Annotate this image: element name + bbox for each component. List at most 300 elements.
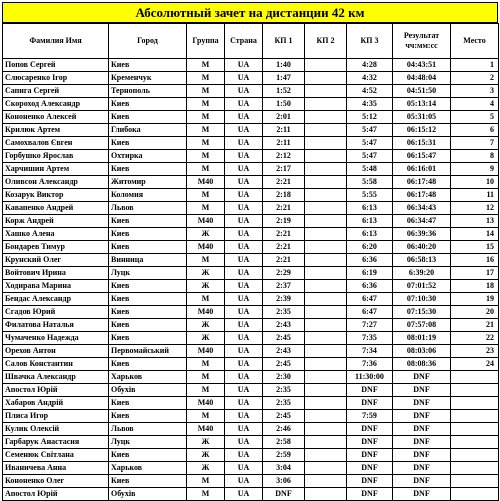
- cell-cp3: DNF: [347, 449, 393, 462]
- results-sheet: [2, 2, 498, 501]
- cell-place: [451, 410, 499, 423]
- cell-country: UA: [225, 319, 263, 332]
- cell-cp3: 5:58: [347, 176, 393, 189]
- cell-cp3: 7:35: [347, 332, 393, 345]
- cell-cp1: 2:43: [263, 345, 305, 358]
- cell-cp1: 1:47: [263, 72, 305, 85]
- cell-city: Киев: [109, 163, 187, 176]
- cell-cp2: [305, 345, 347, 358]
- cell-result: 08:03:06: [393, 345, 451, 358]
- cell-cp3: 4:32: [347, 72, 393, 85]
- cell-cp3: 11:30:00: [347, 371, 393, 384]
- cell-country: UA: [225, 176, 263, 189]
- table-body: [3, 59, 499, 501]
- cell-cp2: [305, 436, 347, 449]
- cell-cp2: [305, 202, 347, 215]
- table-row: [3, 436, 499, 449]
- cell-name: Салов Константин: [3, 358, 109, 371]
- header-cp2: КП 2: [305, 24, 347, 59]
- cell-place: 11: [451, 189, 499, 202]
- cell-country: UA: [225, 150, 263, 163]
- cell-cp3: 6:47: [347, 293, 393, 306]
- cell-city: Охтирка: [109, 150, 187, 163]
- page-title: Абсолютный зачет на дистанции 42 км: [2, 2, 498, 23]
- cell-group: M: [187, 124, 225, 137]
- cell-cp2: [305, 267, 347, 280]
- cell-name: Попов Сергей: [3, 59, 109, 72]
- cell-cp2: [305, 150, 347, 163]
- cell-name: Хабаров Андрій: [3, 397, 109, 410]
- cell-country: UA: [225, 189, 263, 202]
- cell-place: 16: [451, 254, 499, 267]
- cell-cp2: [305, 280, 347, 293]
- cell-country: UA: [225, 306, 263, 319]
- cell-cp3: DNF: [347, 462, 393, 475]
- cell-country: UA: [225, 410, 263, 423]
- cell-cp2: [305, 85, 347, 98]
- cell-name: Слюсаренко Ігор: [3, 72, 109, 85]
- cell-group: M: [187, 371, 225, 384]
- cell-group: M: [187, 358, 225, 371]
- cell-place: [451, 423, 499, 436]
- cell-cp3: 6:13: [347, 202, 393, 215]
- cell-result: 06:39:36: [393, 228, 451, 241]
- cell-place: 21: [451, 319, 499, 332]
- cell-result: 04:48:04: [393, 72, 451, 85]
- table-row: [3, 462, 499, 475]
- cell-cp3: 5:47: [347, 124, 393, 137]
- cell-cp2: [305, 241, 347, 254]
- cell-group: Ж: [187, 462, 225, 475]
- cell-name: Сапига Сергей: [3, 85, 109, 98]
- cell-cp1: 2:21: [263, 176, 305, 189]
- cell-name: Апостол Юрій: [3, 488, 109, 501]
- cell-place: [451, 475, 499, 488]
- cell-city: Киев: [109, 241, 187, 254]
- cell-result: DNF: [393, 488, 451, 501]
- cell-country: UA: [225, 462, 263, 475]
- header-cp3: КП 3: [347, 24, 393, 59]
- cell-country: UA: [225, 280, 263, 293]
- table-row: [3, 488, 499, 501]
- cell-result: 06:16:01: [393, 163, 451, 176]
- table-row: [3, 176, 499, 189]
- cell-cp2: [305, 228, 347, 241]
- cell-city: Киев: [109, 449, 187, 462]
- header-group: Группа: [187, 24, 225, 59]
- cell-name: Апостол Юрій: [3, 384, 109, 397]
- cell-group: M: [187, 150, 225, 163]
- table-row: [3, 397, 499, 410]
- header-country: Страна: [225, 24, 263, 59]
- header-place: Место: [451, 24, 499, 59]
- cell-cp3: DNF: [347, 488, 393, 501]
- cell-result: 06:17:48: [393, 189, 451, 202]
- cell-cp2: [305, 137, 347, 150]
- cell-cp3: 5:48: [347, 163, 393, 176]
- cell-name: Крилюк Артем: [3, 124, 109, 137]
- cell-cp1: 2:46: [263, 423, 305, 436]
- cell-cp2: [305, 410, 347, 423]
- cell-city: Киев: [109, 137, 187, 150]
- cell-group: M40: [187, 345, 225, 358]
- cell-group: M40: [187, 176, 225, 189]
- header-result: Результат чч:мм:сс: [393, 24, 451, 59]
- cell-place: 8: [451, 150, 499, 163]
- cell-country: UA: [225, 59, 263, 72]
- cell-city: Киев: [109, 410, 187, 423]
- cell-result: DNF: [393, 371, 451, 384]
- cell-country: UA: [225, 72, 263, 85]
- cell-group: M40: [187, 306, 225, 319]
- cell-place: [451, 436, 499, 449]
- cell-cp3: 6:36: [347, 280, 393, 293]
- cell-country: UA: [225, 228, 263, 241]
- cell-name: Кавапенко Андрей: [3, 202, 109, 215]
- cell-place: 7: [451, 137, 499, 150]
- header-cp1: КП 1: [263, 24, 305, 59]
- cell-result: 07:01:52: [393, 280, 451, 293]
- cell-cp3: 6:20: [347, 241, 393, 254]
- cell-place: [451, 397, 499, 410]
- table-row: [3, 306, 499, 319]
- cell-cp2: [305, 423, 347, 436]
- cell-cp3: 5:12: [347, 111, 393, 124]
- cell-cp1: 3:06: [263, 475, 305, 488]
- cell-name: Скороход Александр: [3, 98, 109, 111]
- cell-country: UA: [225, 345, 263, 358]
- cell-place: 2: [451, 72, 499, 85]
- cell-cp1: 2:17: [263, 163, 305, 176]
- cell-city: Харьков: [109, 371, 187, 384]
- cell-cp2: [305, 384, 347, 397]
- table-row: [3, 475, 499, 488]
- cell-city: Киев: [109, 111, 187, 124]
- cell-country: UA: [225, 215, 263, 228]
- table-row: [3, 124, 499, 137]
- cell-city: Кременчук: [109, 72, 187, 85]
- cell-name: Оливсон Александр: [3, 176, 109, 189]
- table-row: [3, 280, 499, 293]
- cell-country: UA: [225, 137, 263, 150]
- cell-group: M40: [187, 241, 225, 254]
- cell-cp1: 2:29: [263, 267, 305, 280]
- cell-group: M: [187, 111, 225, 124]
- cell-city: Житомир: [109, 176, 187, 189]
- cell-group: M: [187, 98, 225, 111]
- results-table: [2, 23, 499, 501]
- table-row: [3, 423, 499, 436]
- cell-place: 6: [451, 124, 499, 137]
- cell-cp2: [305, 98, 347, 111]
- table-row: [3, 371, 499, 384]
- cell-cp3: 7:27: [347, 319, 393, 332]
- table-row: [3, 384, 499, 397]
- cell-name: Швачка Александр: [3, 371, 109, 384]
- cell-country: UA: [225, 163, 263, 176]
- cell-place: 17: [451, 267, 499, 280]
- cell-result: 06:15:12: [393, 124, 451, 137]
- cell-result: DNF: [393, 475, 451, 488]
- cell-result: 06:34:47: [393, 215, 451, 228]
- cell-place: 18: [451, 280, 499, 293]
- cell-country: UA: [225, 371, 263, 384]
- table-row: [3, 410, 499, 423]
- cell-cp2: [305, 358, 347, 371]
- cell-name: Горбушко Ярослав: [3, 150, 109, 163]
- cell-cp2: [305, 72, 347, 85]
- cell-cp2: [305, 59, 347, 72]
- cell-cp1: 2:43: [263, 319, 305, 332]
- cell-group: Ж: [187, 280, 225, 293]
- cell-cp2: [305, 332, 347, 345]
- cell-result: 6:39:20: [393, 267, 451, 280]
- cell-cp2: [305, 449, 347, 462]
- table-row: [3, 332, 499, 345]
- cell-group: M: [187, 384, 225, 397]
- cell-city: Луцк: [109, 436, 187, 449]
- cell-cp3: 6:19: [347, 267, 393, 280]
- cell-result: 06:15:47: [393, 150, 451, 163]
- cell-name: Филатова Наталья: [3, 319, 109, 332]
- cell-name: Чумаченко Надежда: [3, 332, 109, 345]
- cell-cp2: [305, 371, 347, 384]
- table-row: [3, 111, 499, 124]
- cell-group: M: [187, 475, 225, 488]
- cell-place: 5: [451, 111, 499, 124]
- table-row: [3, 137, 499, 150]
- cell-place: 23: [451, 345, 499, 358]
- cell-cp3: DNF: [347, 475, 393, 488]
- cell-cp3: 6:36: [347, 254, 393, 267]
- cell-cp2: [305, 319, 347, 332]
- cell-group: M40: [187, 215, 225, 228]
- cell-country: UA: [225, 436, 263, 449]
- cell-cp3: 7:34: [347, 345, 393, 358]
- cell-cp1: 3:04: [263, 462, 305, 475]
- table-row: [3, 449, 499, 462]
- cell-cp3: DNF: [347, 436, 393, 449]
- cell-name: Бендас Александр: [3, 293, 109, 306]
- cell-cp3: 4:35: [347, 98, 393, 111]
- table-row: [3, 358, 499, 371]
- cell-name: Козарук Виктор: [3, 189, 109, 202]
- cell-city: Львов: [109, 423, 187, 436]
- cell-country: UA: [225, 293, 263, 306]
- header-name: Фамилия Имя: [3, 24, 109, 59]
- cell-place: 19: [451, 293, 499, 306]
- cell-place: 13: [451, 215, 499, 228]
- cell-place: 10: [451, 176, 499, 189]
- cell-result: 05:13:14: [393, 98, 451, 111]
- cell-cp3: 6:47: [347, 306, 393, 319]
- cell-cp3: 4:28: [347, 59, 393, 72]
- cell-place: 4: [451, 98, 499, 111]
- cell-city: Киев: [109, 280, 187, 293]
- cell-result: DNF: [393, 397, 451, 410]
- cell-city: Тернополь: [109, 85, 187, 98]
- cell-name: Крунский Олег: [3, 254, 109, 267]
- cell-result: 07:15:30: [393, 306, 451, 319]
- cell-place: 20: [451, 306, 499, 319]
- cell-result: 06:40:20: [393, 241, 451, 254]
- cell-group: Ж: [187, 436, 225, 449]
- cell-cp1: 2:58: [263, 436, 305, 449]
- cell-name: Кулик Олексій: [3, 423, 109, 436]
- cell-result: DNF: [393, 462, 451, 475]
- cell-cp3: 5:47: [347, 150, 393, 163]
- table-row: [3, 59, 499, 72]
- cell-name: Корж Андрей: [3, 215, 109, 228]
- cell-cp2: [305, 488, 347, 501]
- cell-name: Кононенко Олег: [3, 475, 109, 488]
- cell-result: 05:31:05: [393, 111, 451, 124]
- table-row: [3, 98, 499, 111]
- table-row: [3, 228, 499, 241]
- cell-place: 14: [451, 228, 499, 241]
- cell-cp1: 2:19: [263, 215, 305, 228]
- table-row: [3, 163, 499, 176]
- cell-group: M: [187, 189, 225, 202]
- cell-name: Кононенко Алексей: [3, 111, 109, 124]
- cell-country: UA: [225, 358, 263, 371]
- cell-city: Обухів: [109, 488, 187, 501]
- table-row: [3, 189, 499, 202]
- header-city: Город: [109, 24, 187, 59]
- cell-cp1: 2:39: [263, 293, 305, 306]
- cell-result: DNF: [393, 410, 451, 423]
- cell-city: Киев: [109, 228, 187, 241]
- cell-group: M: [187, 137, 225, 150]
- cell-group: Ж: [187, 449, 225, 462]
- cell-result: DNF: [393, 449, 451, 462]
- cell-name: Сгадов Юрий: [3, 306, 109, 319]
- cell-cp2: [305, 163, 347, 176]
- cell-cp1: DNF: [263, 488, 305, 501]
- cell-group: M: [187, 163, 225, 176]
- cell-result: 07:57:08: [393, 319, 451, 332]
- cell-country: UA: [225, 267, 263, 280]
- cell-cp1: 1:52: [263, 85, 305, 98]
- cell-cp1: 2:35: [263, 384, 305, 397]
- cell-cp2: [305, 397, 347, 410]
- cell-result: 08:08:36: [393, 358, 451, 371]
- table-row: [3, 319, 499, 332]
- cell-place: [451, 371, 499, 384]
- cell-country: UA: [225, 124, 263, 137]
- cell-cp1: 2:11: [263, 137, 305, 150]
- cell-group: M: [187, 410, 225, 423]
- cell-place: 15: [451, 241, 499, 254]
- cell-place: [451, 449, 499, 462]
- cell-cp1: 2:11: [263, 124, 305, 137]
- cell-city: Луцк: [109, 267, 187, 280]
- cell-country: UA: [225, 384, 263, 397]
- cell-cp1: 2:01: [263, 111, 305, 124]
- cell-cp2: [305, 124, 347, 137]
- cell-city: Обухів: [109, 384, 187, 397]
- cell-place: [451, 462, 499, 475]
- cell-cp2: [305, 462, 347, 475]
- cell-cp3: 7:36: [347, 358, 393, 371]
- cell-country: UA: [225, 98, 263, 111]
- cell-group: M: [187, 59, 225, 72]
- cell-country: UA: [225, 332, 263, 345]
- cell-group: M: [187, 488, 225, 501]
- cell-city: Киев: [109, 59, 187, 72]
- cell-cp1: 2:45: [263, 410, 305, 423]
- cell-cp3: DNF: [347, 423, 393, 436]
- cell-place: [451, 384, 499, 397]
- table-header-row: [3, 24, 499, 59]
- cell-result: 06:58:13: [393, 254, 451, 267]
- cell-city: Коломия: [109, 189, 187, 202]
- cell-cp1: 2:21: [263, 202, 305, 215]
- cell-result: 04:51:50: [393, 85, 451, 98]
- cell-name: Семенюк Світлана: [3, 449, 109, 462]
- cell-group: M: [187, 202, 225, 215]
- cell-country: UA: [225, 475, 263, 488]
- cell-cp3: 4:52: [347, 85, 393, 98]
- cell-result: 06:17:48: [393, 176, 451, 189]
- cell-city: Первомайський: [109, 345, 187, 358]
- cell-city: Львов: [109, 202, 187, 215]
- cell-result: DNF: [393, 423, 451, 436]
- cell-name: Самохвалов Євген: [3, 137, 109, 150]
- cell-place: [451, 488, 499, 501]
- cell-cp1: 2:45: [263, 358, 305, 371]
- cell-cp1: 2:21: [263, 228, 305, 241]
- cell-cp3: 5:55: [347, 189, 393, 202]
- cell-city: Харьков: [109, 462, 187, 475]
- cell-country: UA: [225, 423, 263, 436]
- cell-group: M: [187, 85, 225, 98]
- cell-country: UA: [225, 488, 263, 501]
- table-row: [3, 293, 499, 306]
- cell-result: 06:34:43: [393, 202, 451, 215]
- cell-cp1: 2:35: [263, 397, 305, 410]
- cell-city: Киев: [109, 215, 187, 228]
- table-row: [3, 241, 499, 254]
- cell-cp3: DNF: [347, 384, 393, 397]
- cell-cp3: 6:13: [347, 228, 393, 241]
- cell-country: UA: [225, 397, 263, 410]
- cell-cp2: [305, 306, 347, 319]
- cell-cp1: 2:30: [263, 371, 305, 384]
- table-row: [3, 150, 499, 163]
- cell-name: Хашко Алена: [3, 228, 109, 241]
- cell-name: Бондарев Тимур: [3, 241, 109, 254]
- cell-country: UA: [225, 202, 263, 215]
- cell-country: UA: [225, 449, 263, 462]
- cell-name: Войтович Ирина: [3, 267, 109, 280]
- cell-city: Глибока: [109, 124, 187, 137]
- cell-cp3: 7:59: [347, 410, 393, 423]
- cell-group: M40: [187, 397, 225, 410]
- cell-cp3: 6:13: [347, 215, 393, 228]
- cell-country: UA: [225, 111, 263, 124]
- cell-cp3: 5:47: [347, 137, 393, 150]
- cell-place: 12: [451, 202, 499, 215]
- cell-name: Харчишин Артем: [3, 163, 109, 176]
- cell-cp1: 1:40: [263, 59, 305, 72]
- cell-group: Ж: [187, 332, 225, 345]
- cell-city: Киев: [109, 319, 187, 332]
- cell-cp2: [305, 254, 347, 267]
- cell-group: Ж: [187, 228, 225, 241]
- cell-place: 1: [451, 59, 499, 72]
- cell-cp2: [305, 176, 347, 189]
